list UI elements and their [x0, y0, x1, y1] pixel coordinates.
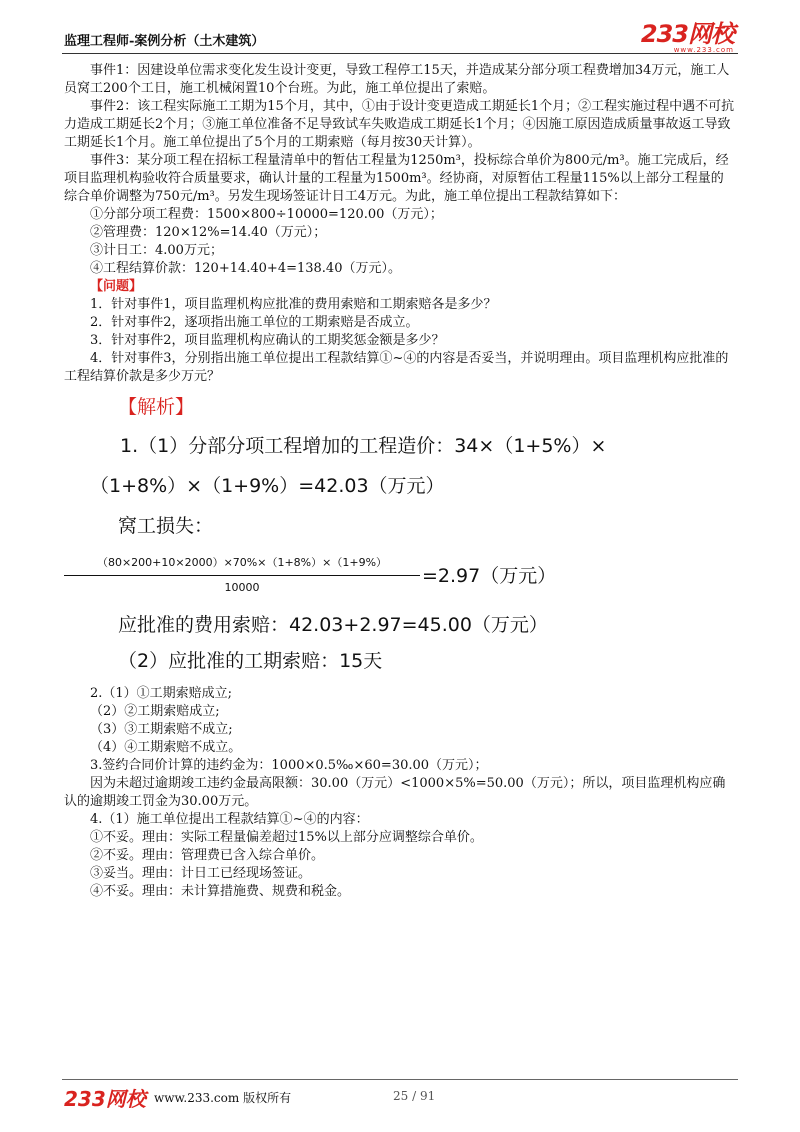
event-3: 事件3：某分项工程在招标工程量清单中的暂估工程量为1250m³，投标综合单价为800元/m³。施工完成后，经项目监理机构验收符合质量要求，确认计量的工程量为1500m³。经协商，对原暂估工程量115%以上部分工程量的综合单价调整为750元/m³。另发生现场签证计日工4万元。为此，施工单位提出工程款结算如下：: [64, 153, 729, 204]
answer-2-item: （4）④工期索赔不成立。: [90, 740, 242, 755]
question-item: 2．针对事件2，逐项指出施工单位的工期索赔是否成立。: [90, 315, 419, 330]
idle-loss-label: 窝工损失：: [118, 515, 214, 537]
fraction-result: =2.97（万元）: [422, 564, 557, 587]
answer-3-b: 因为未超过逾期竣工违约金最高限额：30.00（万元）<1000×5%=50.00（万元）；所以，项目监理机构应确认的逾期竣工罚金为30.00万元。: [64, 776, 726, 809]
analysis-line-1b: （1+8%）×（1+9%）=42.03（万元）: [90, 475, 445, 497]
fraction-denominator: 10000: [224, 581, 260, 594]
answer-4-head: 4.（1）施工单位提出工程款结算①~④的内容：: [90, 812, 369, 827]
answer-4-item: ④不妥。理由：未计算措施费、规费和税金。: [90, 884, 351, 899]
page-number: 25 / 91: [393, 1089, 436, 1103]
brand-logo-url: www.233.com: [673, 46, 734, 54]
question-item: 1．针对事件1，项目监理机构应批准的费用索赔和工期索赔各是多少？: [90, 297, 497, 312]
fraction-numerator: （80×200+10×2000）×70%×（1+8%）×（1+9%）: [96, 556, 388, 569]
time-claim: （2）应批准的工期索赔：15天: [118, 650, 383, 672]
settlement-item: ④工程结算价款：120+14.40+4=138.40（万元）。: [90, 261, 401, 276]
answer-3-a: 3.签约合同价计算的违约金为：1000×0.5‰×60=30.00（万元）；: [90, 758, 488, 773]
footer-site: www.233.com 版权所有: [154, 1091, 292, 1105]
fraction: [64, 554, 420, 597]
analysis-label: 【解析】: [118, 396, 195, 418]
answer-4-item: ③妥当。理由：计日工已经现场签证。: [90, 866, 312, 881]
brand-logo-text: 233网校: [640, 20, 734, 48]
questions-label: 【问题】: [90, 279, 143, 294]
answer-4-item: ①不妥。理由：实际工程量偏差超过15%以上部分应调整综合单价。: [90, 830, 483, 845]
analysis-line-1a: 1.（1）分部分项工程增加的工程造价：34×（1+5%）×: [120, 435, 607, 457]
settlement-item: ①分部分项工程费：1500×800÷10000=120.00（万元）；: [90, 207, 443, 222]
header-divider: [62, 53, 738, 54]
page-content: [64, 62, 736, 901]
footer-logo: 233网校: [64, 1087, 146, 1111]
answer-2-item: （2）②工期索赔成立;: [90, 704, 220, 719]
event-2: 事件2：该工程实际施工工期为15个月，其中，①由于设计变更造成工期延长1个月；②工程实施过程中遇不可抗力造成工期延长2个月；③施工单位准备不足导致试车失败造成工期延长1个月；④因施工原因造成质量事故返工导致工期延长1个月。施工单位提出了5个月的工期索赔（每月按30天计算）。: [64, 99, 735, 150]
header-title: 监理工程师-案例分析（土木建筑）: [64, 34, 265, 49]
answer-4-item: ②不妥。理由：管理费已含入综合单价。: [90, 848, 325, 863]
settlement-item: ②管理费：120×12%=14.40（万元）；: [90, 225, 327, 240]
question-item: 4．针对事件3，分别指出施工单位提出工程款结算①~④的内容是否妥当，并说明理由。项目监理机构应批准的工程结算价款是多少万元？: [64, 351, 729, 384]
answer-2-item: 2.（1）①工期索赔成立;: [90, 686, 233, 701]
question-item: 3．针对事件2，项目监理机构应确认的工期奖惩金额是多少？: [90, 333, 445, 348]
fee-claim: 应批准的费用索赔：42.03+2.97=45.00（万元）: [118, 614, 548, 636]
event-1: 事件1：因建设单位需求变化发生设计变更，导致工程停工15天，并造成某分部分项工程费增加34万元，施工人员窝工200个工日，施工机械闲置10个台班。为此，施工单位提出了索赔。: [64, 63, 730, 96]
answer-2-item: （3）③工期索赔不成立;: [90, 722, 233, 737]
settlement-item: ③计日工：4.00万元；: [90, 243, 223, 258]
footer-divider: [62, 1079, 738, 1080]
idle-loss-formula: [64, 554, 736, 597]
brand-logo: [641, 22, 734, 54]
